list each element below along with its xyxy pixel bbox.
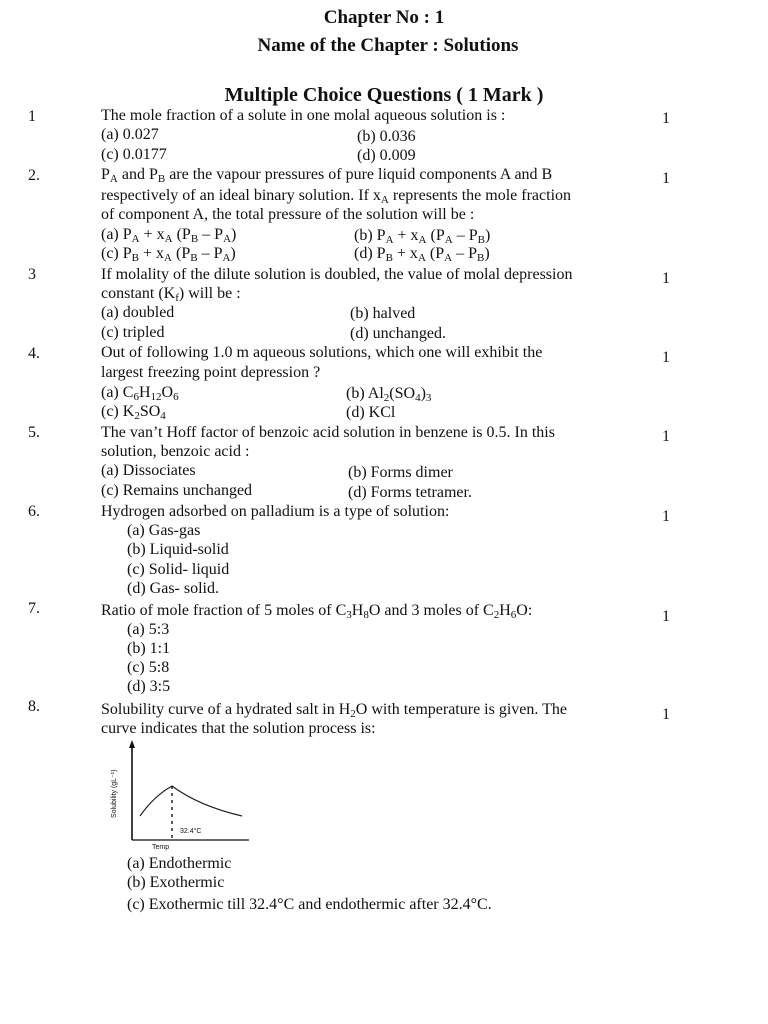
option-c: (c) Exothermic till 32.4°C and endothermic after 32.4°C. bbox=[127, 896, 492, 913]
question-text: Hydrogen adsorbed on palladium is a type of solution: bbox=[101, 503, 450, 520]
option-d: (d) PB + xA (PA – PB) bbox=[354, 245, 490, 264]
option-c: (c) K2SO4 bbox=[101, 403, 166, 422]
question-number: 5. bbox=[28, 424, 40, 441]
option-a: (a) PA + xA (PB – PA) bbox=[101, 226, 237, 245]
question-text: of component A, the total pressure of the solution will be : bbox=[101, 206, 475, 223]
marker-label: 32.4°C bbox=[180, 828, 202, 835]
question-mark: 1 bbox=[662, 170, 670, 187]
option-b: (b) PA + xA (PA – PB) bbox=[354, 227, 491, 246]
question-text: The van’t Hoff factor of benzoic acid solution in benzene is 0.5. In this bbox=[101, 424, 555, 441]
option-a: (a) Gas-gas bbox=[127, 522, 201, 539]
question-number: 6. bbox=[28, 503, 40, 520]
option-c: (c) 5:8 bbox=[127, 659, 170, 676]
solubility-curve bbox=[140, 786, 242, 816]
question-mark: 1 bbox=[662, 706, 670, 723]
question-mark: 1 bbox=[662, 270, 670, 287]
question-mark: 1 bbox=[662, 349, 670, 366]
option-d: (d) Forms tetramer. bbox=[348, 484, 472, 501]
option-a: (a) doubled bbox=[101, 304, 175, 321]
option-c: (c) tripled bbox=[101, 324, 165, 341]
option-a: (a) 5:3 bbox=[127, 621, 170, 638]
question-text: Out of following 1.0 m aqueous solutions, which one will exhibit the bbox=[101, 344, 543, 361]
option-b: (b) Al2(SO4)3 bbox=[346, 385, 432, 404]
question-number: 7. bbox=[28, 600, 40, 617]
option-d: (d) 3:5 bbox=[127, 678, 171, 695]
x-axis-label: Temp bbox=[152, 844, 170, 851]
option-b: (b) Liquid-solid bbox=[127, 541, 229, 558]
option-d: (d) Gas- solid. bbox=[127, 580, 219, 597]
question-number: 8. bbox=[28, 698, 40, 715]
solubility-curve-figure bbox=[104, 738, 254, 853]
question-text: constant (Kf) will be : bbox=[101, 285, 241, 304]
question-mark: 1 bbox=[662, 508, 670, 525]
question-mark: 1 bbox=[662, 110, 670, 127]
question-text: curve indicates that the solution process is: bbox=[101, 720, 376, 737]
question-text: solution, benzoic acid : bbox=[101, 443, 250, 460]
chapter-name: Name of the Chapter : Solutions bbox=[257, 35, 519, 56]
question-text: largest freezing point depression ? bbox=[101, 364, 321, 381]
question-text: If molality of the dilute solution is doubled, the value of molal depression bbox=[101, 266, 573, 283]
option-c: (c) Remains unchanged bbox=[101, 482, 253, 499]
section-title: Multiple Choice Questions ( 1 Mark ) bbox=[224, 84, 544, 106]
option-b: (b) halved bbox=[350, 305, 416, 322]
question-number: 2. bbox=[28, 167, 40, 184]
question-text: respectively of an ideal binary solution. If xA represents the mole fraction bbox=[101, 187, 572, 206]
question-number: 4. bbox=[28, 345, 40, 362]
question-text: The mole fraction of a solute in one molal aqueous solution is : bbox=[101, 107, 506, 124]
question-text: Ratio of mole fraction of 5 moles of C3H8O and 3 moles of C2H6O: bbox=[101, 602, 533, 621]
y-axis-label: Solubility (gL⁻¹) bbox=[111, 769, 118, 818]
option-c: (c) Solid- liquid bbox=[127, 561, 230, 578]
question-text: Solubility curve of a hydrated salt in H2O with temperature is given. The bbox=[101, 701, 567, 720]
option-a: (a) C6H12O6 bbox=[101, 384, 179, 403]
option-b: (b) 0.036 bbox=[357, 128, 416, 145]
option-a: (a) Dissociates bbox=[101, 462, 196, 479]
chapter-number: Chapter No : 1 bbox=[323, 7, 445, 28]
option-b: (b) Forms dimer bbox=[348, 464, 453, 481]
question-number: 3 bbox=[28, 266, 36, 283]
option-a: (a) 0.027 bbox=[101, 126, 159, 143]
y-axis-arrow bbox=[129, 740, 135, 748]
option-b: (b) 1:1 bbox=[127, 640, 171, 657]
option-d: (d) KCl bbox=[346, 404, 396, 421]
question-text: PA and PB are the vapour pressures of pure liquid components A and B bbox=[101, 166, 553, 185]
question-number: 1 bbox=[28, 108, 36, 125]
option-c: (c) PB + xA (PB – PA) bbox=[101, 245, 236, 264]
option-a: (a) Endothermic bbox=[127, 855, 232, 872]
option-d: (d) unchanged. bbox=[350, 325, 446, 342]
option-d: (d) 0.009 bbox=[357, 147, 416, 164]
option-b: (b) Exothermic bbox=[127, 874, 225, 891]
question-mark: 1 bbox=[662, 608, 670, 625]
option-c: (c) 0.0177 bbox=[101, 146, 167, 163]
question-mark: 1 bbox=[662, 428, 670, 445]
